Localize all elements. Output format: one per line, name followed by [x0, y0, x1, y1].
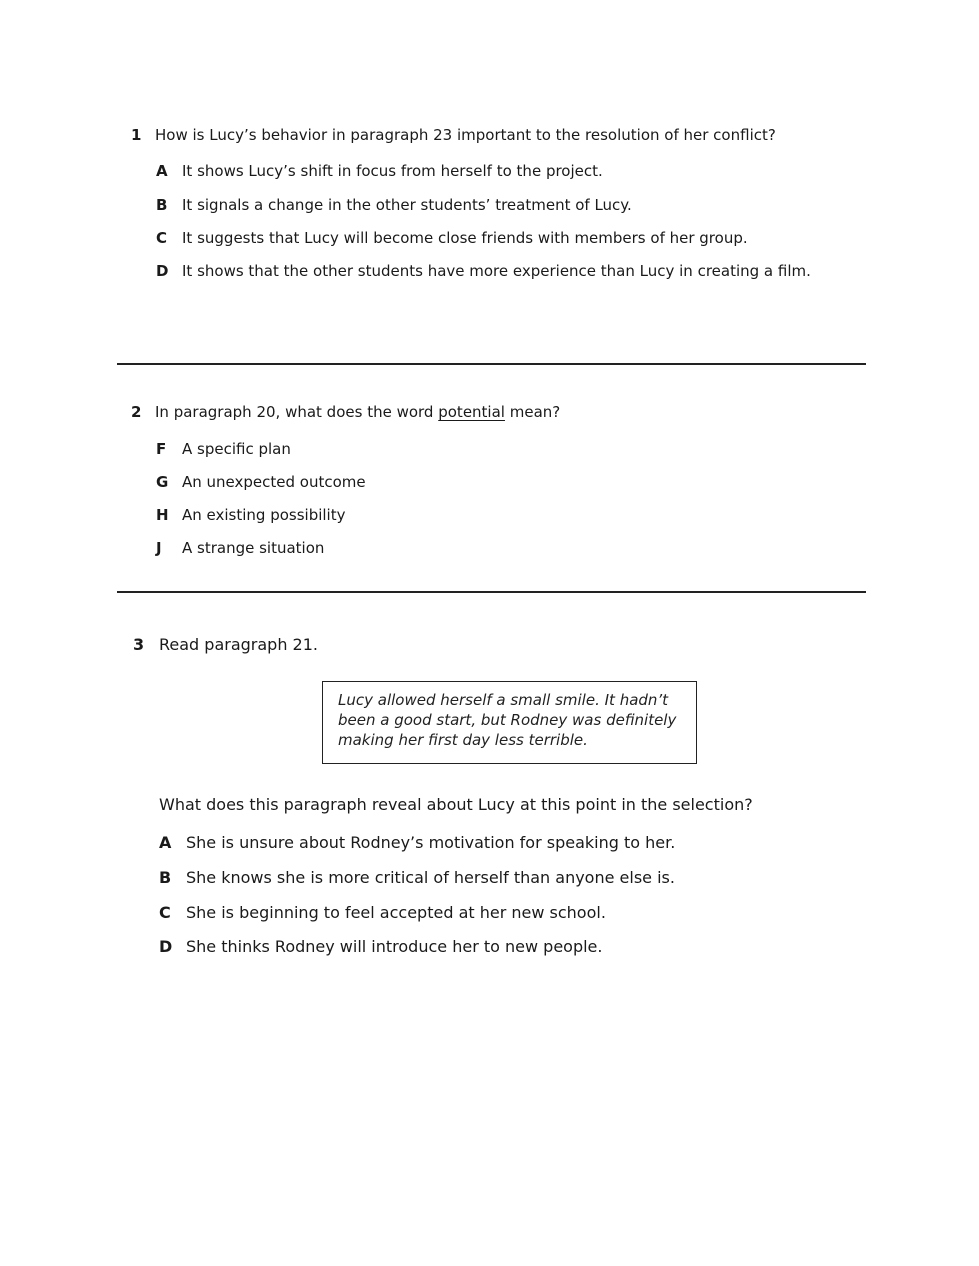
answer-option[interactable]: [156, 162, 603, 180]
option-text: It signals a change in the other students’ treatment of Lucy.: [182, 196, 632, 214]
underlined-word: potential: [438, 403, 505, 421]
question-text-end: mean?: [504, 403, 561, 421]
answer-option[interactable]: [159, 868, 675, 887]
option-letter: D: [156, 262, 169, 280]
question-text: In paragraph 20, what does the word: [155, 403, 439, 421]
option-text: She thinks Rodney will introduce her to new people.: [186, 937, 603, 956]
section-divider: [117, 363, 866, 365]
answer-option[interactable]: [156, 506, 345, 524]
option-text: A strange situation: [182, 539, 325, 557]
option-letter: J: [156, 539, 162, 557]
option-text: It shows Lucy’s shift in focus from herself to the project.: [182, 162, 603, 180]
option-letter: H: [156, 506, 169, 524]
answer-option[interactable]: [159, 903, 606, 922]
option-text: An existing possibility: [182, 506, 346, 524]
option-text: It suggests that Lucy will become close friends with members of her group.: [182, 229, 748, 247]
question-3-stem: [133, 635, 318, 654]
answer-option[interactable]: [156, 262, 811, 280]
option-letter: A: [156, 162, 168, 180]
excerpt-box: Lucy allowed herself a small smile. It hadn’t been a good start, but Rodney was definitely making her first day less terrible.: [322, 681, 697, 764]
answer-option[interactable]: [159, 937, 602, 956]
answer-option[interactable]: [156, 473, 366, 491]
answer-option[interactable]: [156, 196, 632, 214]
question-number: 1: [131, 126, 142, 144]
option-letter: C: [159, 903, 171, 922]
option-text: She is unsure about Rodney’s motivation for speaking to her.: [186, 833, 676, 852]
question-number: 2: [131, 403, 142, 421]
option-letter: B: [156, 196, 168, 214]
option-text: An unexpected outcome: [182, 473, 366, 491]
option-text: It shows that the other students have more experience than Lucy in creating a film.: [182, 262, 811, 280]
option-letter: G: [156, 473, 169, 491]
option-letter: F: [156, 440, 167, 458]
question-text: How is Lucy’s behavior in paragraph 23 important to the resolution of her conflict?: [155, 126, 776, 144]
section-divider: [117, 591, 866, 593]
option-letter: A: [159, 833, 172, 852]
option-letter: C: [156, 229, 168, 247]
option-text: She knows she is more critical of herself than anyone else is.: [186, 868, 675, 887]
question-3-prompt: What does this paragraph reveal about Lucy at this point in the selection?: [159, 795, 753, 814]
option-text: She is beginning to feel accepted at her new school.: [186, 903, 606, 922]
answer-option[interactable]: [156, 539, 324, 557]
question-2-stem: [131, 403, 560, 421]
question-text: Read paragraph 21.: [159, 635, 318, 654]
answer-option[interactable]: [159, 833, 675, 852]
answer-option[interactable]: [156, 229, 748, 247]
option-letter: D: [159, 937, 173, 956]
question-number: 3: [133, 635, 145, 654]
option-letter: B: [159, 868, 172, 887]
question-1-stem: [131, 126, 776, 144]
option-text: A specific plan: [182, 440, 291, 458]
answer-option[interactable]: [156, 440, 291, 458]
